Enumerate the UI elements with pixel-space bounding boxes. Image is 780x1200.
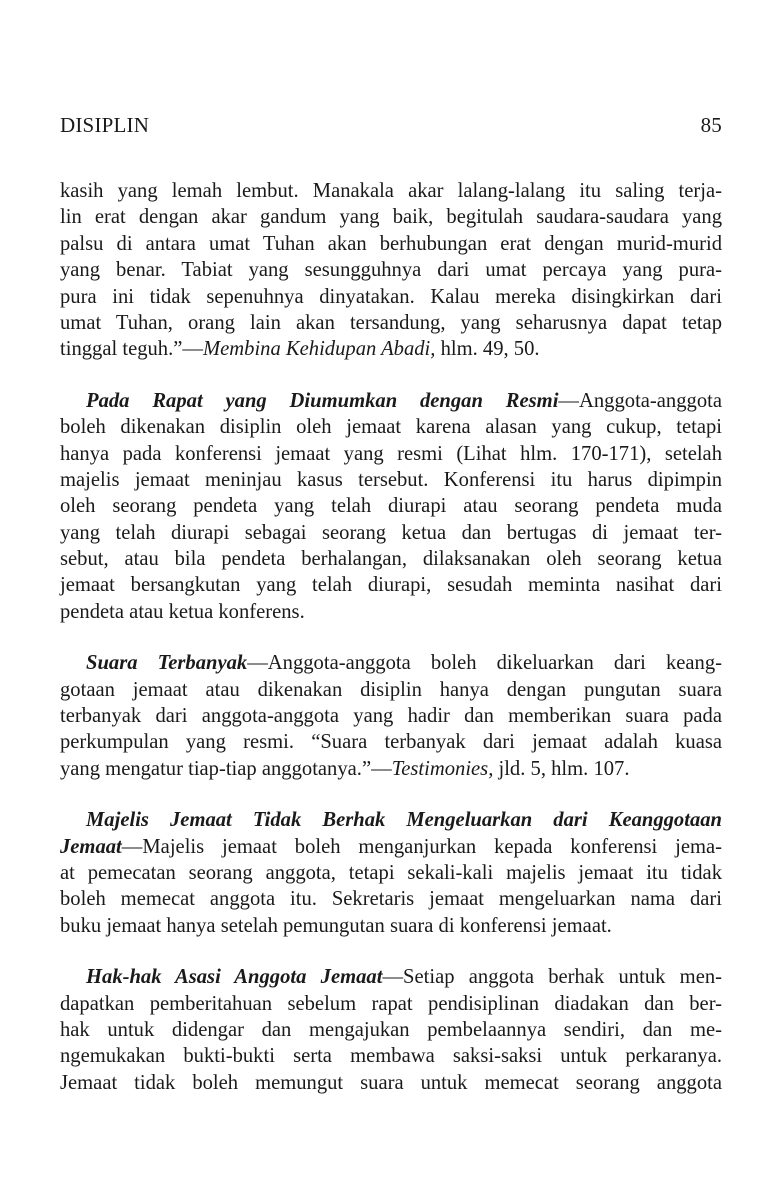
- paragraph-gap: [60, 363, 722, 388]
- page-number: 85: [700, 113, 722, 137]
- text-line: Jemaat tidak boleh memungut suara untuk memecat seorang anggota: [60, 1071, 722, 1094]
- running-head: [60, 113, 722, 143]
- chapter-title: DISIPLIN: [60, 113, 150, 137]
- text-line: dapatkan pemberitahuan sebelum rapat pendisiplinan diadakan dan ber-: [60, 992, 722, 1015]
- text-line: perkumpulan yang resmi. “Suara terbanyak dari jemaat adalah kuasa: [60, 731, 722, 754]
- text-line: hak untuk didengar dan mengajukan pembelaannya sendiri, dan me-: [60, 1018, 722, 1041]
- text-line: [60, 964, 722, 990]
- section-heading: Jemaat: [60, 835, 122, 858]
- text-line: [60, 834, 722, 860]
- paragraph-gap: [60, 782, 722, 807]
- text-line: jemaat bersangkutan yang telah diurapi, sesudah meminta nasihat dari: [60, 574, 722, 597]
- paragraph-official-meeting: [60, 388, 722, 626]
- text-line: hanya pada konferensi jemaat yang resmi (Lihat hlm. 170-171), setelah: [60, 442, 722, 465]
- book-citation-title: Testimonies,: [391, 757, 494, 780]
- text-line: [60, 756, 722, 782]
- text-line: [60, 650, 722, 676]
- paragraph-gap: [60, 939, 722, 964]
- section-heading: Pada Rapat yang Diumumkan dengan Resmi: [86, 389, 559, 412]
- text-line: boleh dikenakan disiplin oleh jemaat karena alasan yang cukup, tetapi: [60, 416, 722, 439]
- text-line: umat Tuhan, orang lain akan tersandung, yang seharusnya dapat tetap: [60, 311, 722, 334]
- text-run: jld. 5, hlm. 107.: [493, 757, 630, 780]
- text-line: kasih yang lemah lembut. Manakala akar lalang-lalang itu saling terja-: [60, 180, 722, 202]
- text-line: pendeta atau ketua konferens.: [60, 600, 305, 623]
- text-line: terbanyak dari anggota-anggota yang hadir dan memberikan suara pada: [60, 705, 722, 728]
- text-line: palsu di antara umat Tuhan akan berhubungan erat dengan murid-murid: [60, 232, 722, 255]
- text-line: at pemecatan seorang anggota, tetapi sekali-kali majelis jemaat itu tidak: [60, 861, 722, 884]
- text-line: buku jemaat hanya setelah pemungutan suara di konferensi jemaat.: [60, 914, 612, 937]
- paragraph-board-authority: [60, 807, 722, 939]
- text-line: [60, 388, 722, 414]
- text-line: sebut, atau bila pendeta berhalangan, dilaksanakan oleh seorang ketua: [60, 548, 722, 571]
- text-run: —Setiap anggota berhak untuk men-: [382, 966, 722, 989]
- paragraph-majority-vote: [60, 650, 722, 782]
- text-line: boleh memecat anggota itu. Sekretaris jemaat mengeluarkan nama dari: [60, 888, 722, 911]
- text-line: oleh seorang pendeta yang telah diurapi atau seorang pendeta muda: [60, 495, 722, 518]
- text-line: gotaan jemaat atau dikenakan disiplin hanya dengan pungutan suara: [60, 678, 722, 701]
- text-line: ngemukakan bukti-bukti serta membawa saksi-saksi untuk perkaranya.: [60, 1045, 722, 1068]
- text-run: tinggal teguh.”—: [60, 338, 203, 361]
- page-body: [60, 178, 722, 1096]
- book-citation-title: Membina Kehidupan Abadi,: [202, 338, 436, 361]
- paragraph-quote-continuation: [60, 178, 722, 363]
- text-line: [60, 336, 722, 362]
- text-run: —Majelis jemaat boleh menganjurkan kepada konferensi jema-: [121, 835, 722, 858]
- text-line: pura ini tidak sepenuhnya dinyatakan. Kalau mereka disingkirkan dari: [60, 285, 722, 308]
- text-run: —Anggota-anggota boleh dikeluarkan dari keang-: [247, 652, 722, 675]
- text-run: yang mengatur tiap-tiap anggotanya.”—: [60, 757, 392, 780]
- section-heading: Majelis Jemaat Tidak Berhak Mengeluarkan dari Keanggotaan: [86, 809, 722, 832]
- paragraph-member-rights: [60, 964, 722, 1096]
- text-run: —Anggota-anggota: [558, 389, 722, 412]
- text-line: yang benar. Tabiat yang sesungguhnya dari umat percaya yang pura-: [60, 259, 722, 282]
- paragraph-gap: [60, 625, 722, 650]
- text-run: hlm. 49, 50.: [435, 338, 540, 361]
- text-line: lin erat dengan akar gandum yang baik, begitulah saudara-saudara yang: [60, 206, 722, 229]
- section-heading: Hak-hak Asasi Anggota Jemaat: [86, 966, 383, 989]
- text-line: majelis jemaat meninjau kasus tersebut. Konferensi itu harus dipimpin: [60, 468, 722, 491]
- section-heading: Suara Terbanyak: [86, 652, 248, 675]
- text-line: yang telah diurapi sebagai seorang ketua dan bertugas di jemaat ter-: [60, 521, 722, 544]
